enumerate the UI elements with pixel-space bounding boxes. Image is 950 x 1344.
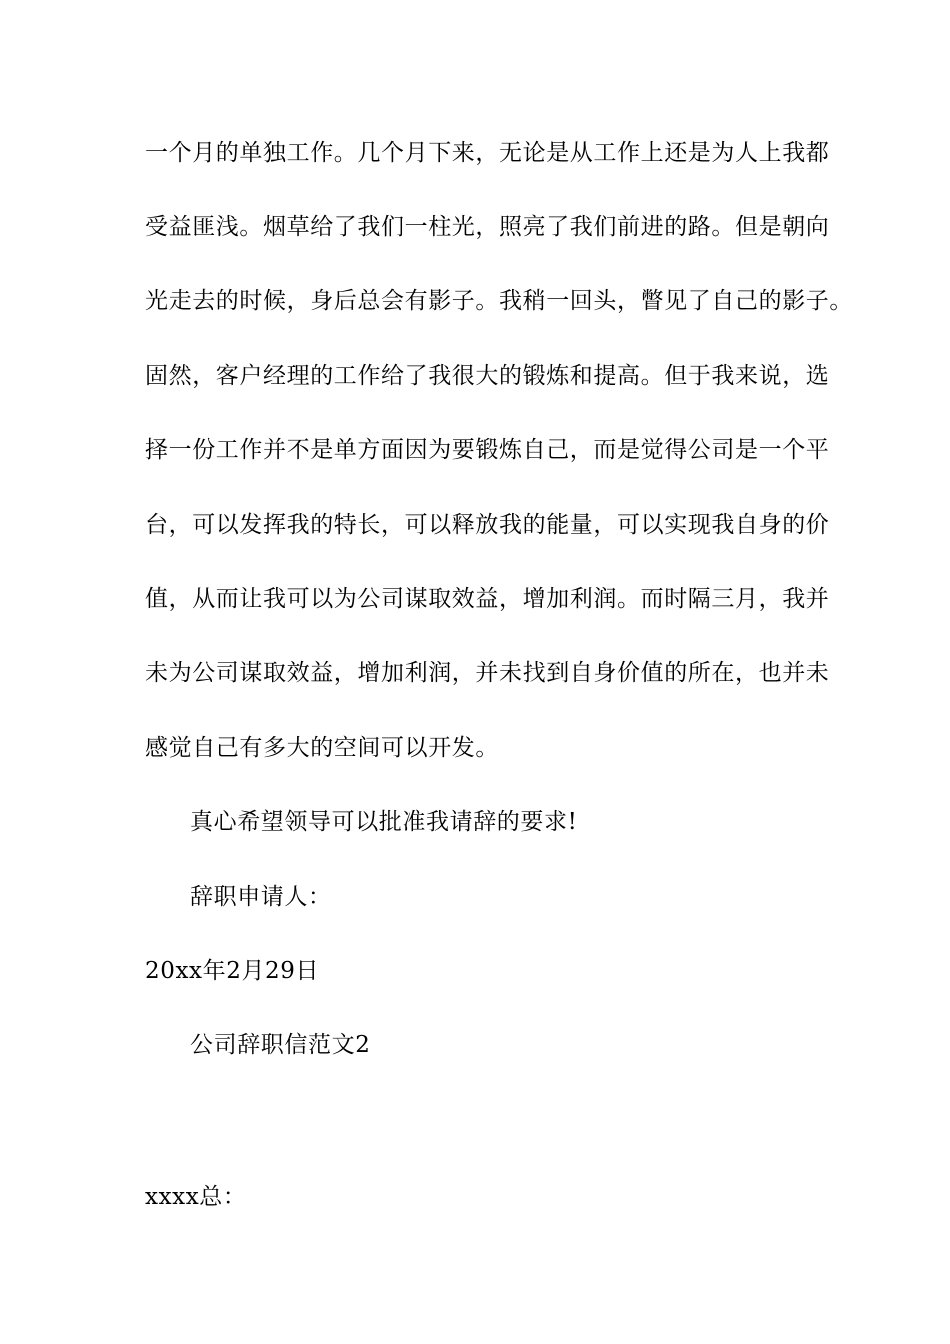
next-letter-title: 公司辞职信范文2 bbox=[190, 1032, 371, 1058]
paragraph-line-8: 未为公司谋取效益，增加利润，并未找到自身价值的所在，也并未 bbox=[145, 660, 830, 686]
paragraph-line-2: 受益匪浅。烟草给了我们一柱光，照亮了我们前进的路。但是朝向 bbox=[145, 214, 830, 240]
paragraph-line-4: 固然，客户经理的工作给了我很大的锻炼和提高。但于我来说，选 bbox=[145, 363, 830, 389]
paragraph-line-3: 光走去的时候，身后总会有影子。我稍一回头，瞥见了自己的影子。 bbox=[145, 288, 853, 314]
letter-date: 20xx年2月29日 bbox=[145, 958, 320, 984]
paragraph-line-9: 感觉自己有多大的空间可以开发。 bbox=[145, 735, 499, 761]
paragraph-line-1: 一个月的单独工作。几个月下来，无论是从工作上还是为人上我都 bbox=[145, 140, 830, 166]
paragraph-line-5: 择一份工作并不是单方面因为要锻炼自己，而是觉得公司是一个平 bbox=[145, 437, 830, 463]
salutation: xxxx总： bbox=[145, 1184, 247, 1210]
applicant-label: 辞职申请人： bbox=[190, 884, 332, 910]
paragraph-line-6: 台，可以发挥我的特长，可以释放我的能量，可以实现我自身的价 bbox=[145, 512, 830, 538]
closing-hope-line: 真心希望领导可以批准我请辞的要求! bbox=[190, 809, 578, 835]
paragraph-line-7: 值，从而让我可以为公司谋取效益，增加利润。而时隔三月，我并 bbox=[145, 586, 830, 612]
